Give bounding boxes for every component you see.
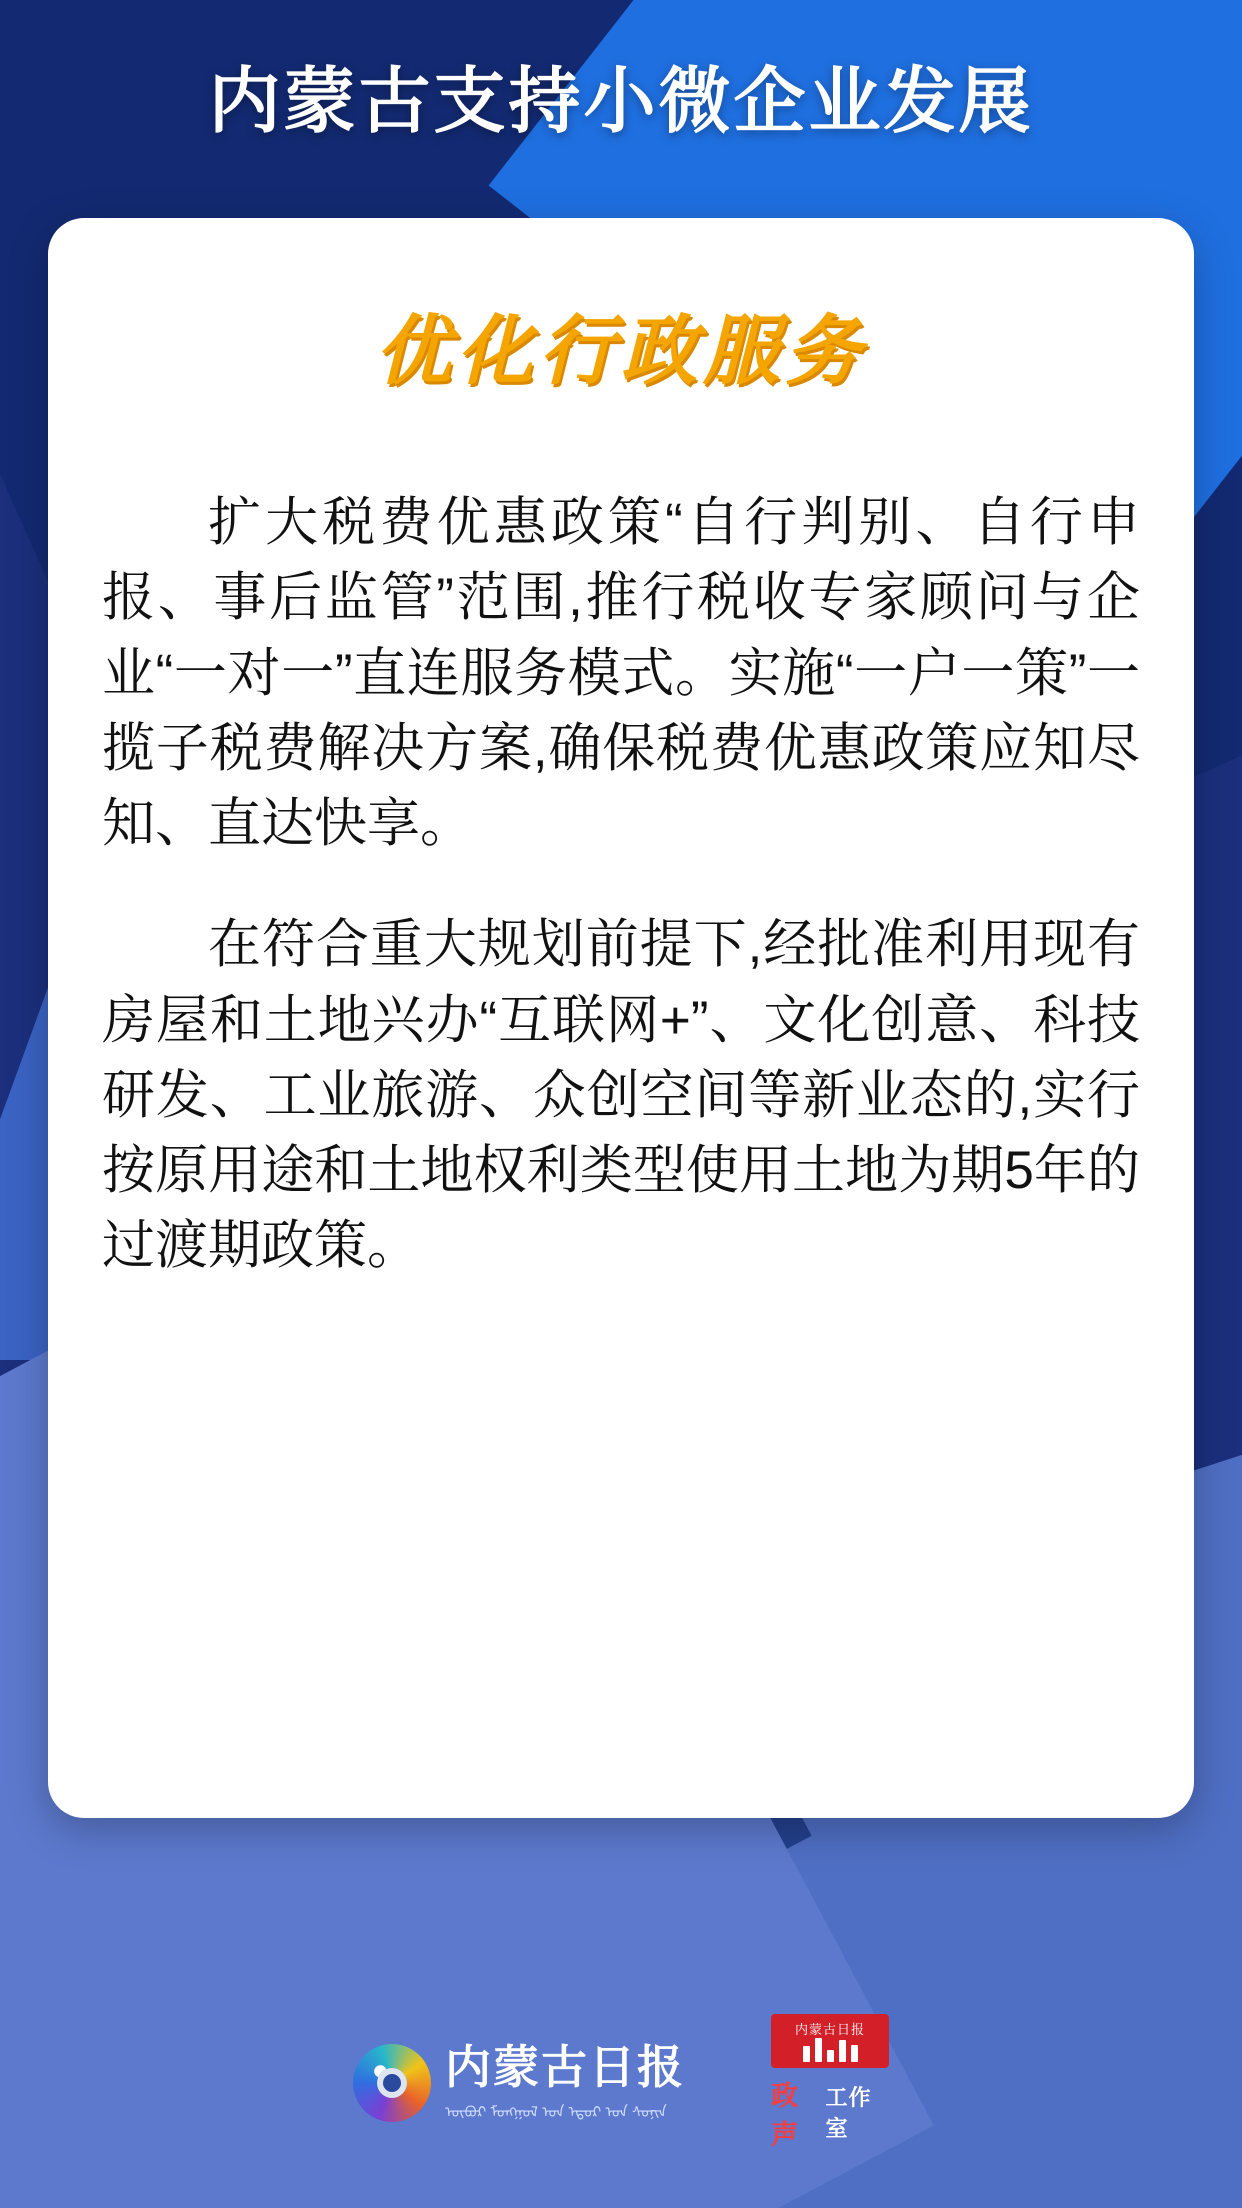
studio-stamp-icon <box>771 2014 889 2068</box>
studio-logo <box>771 2014 889 2152</box>
studio-stamp-label: 内蒙古日报 <box>794 2022 865 2037</box>
publisher-name-mongolian: ᠦᠪᠦᠷ ᠮᠣᠩᠭᠣᠯ ᠤᠨ ᠡᠳᠦᠷ ᠤᠨ ᠰᠣᠨᠢᠨ <box>445 2104 667 2121</box>
publisher-logo-text <box>445 2040 685 2122</box>
publisher-name: 内蒙古日报 <box>445 2040 685 2094</box>
rainbow-spiral-logo-icon <box>353 2044 431 2122</box>
page-title: 内蒙古支持小微企业发展 <box>208 62 1034 142</box>
publisher-logo <box>353 2040 685 2122</box>
studio-name <box>771 2074 889 2152</box>
body-paragraph-1: 扩大税费优惠政策“自行判别、自行申报、事后监管”范围,推行税收专家顾问与企业“一对一”直连服务模式。实施“一户一策”一揽子税费解决方案,确保税费优惠政策应知尽知、直达快享。 <box>102 493 1140 853</box>
footer-logos <box>0 2014 1242 2152</box>
studio-name-white: 工作室 <box>825 2085 872 2141</box>
studio-name-red: 政声 <box>771 2081 799 2150</box>
poster-header <box>0 0 1242 190</box>
content-card <box>48 218 1194 1818</box>
card-title: 优化行政服务 <box>375 306 867 395</box>
body-paragraph-2: 在符合重大规划前提下,经批准利用现有房屋和土地兴办“互联网+”、文化创意、科技研发、工业旅游、众创空间等新业态的,实行按原用途和土地权利类型使用土地为期5年的过渡期政策。 <box>102 915 1140 1276</box>
studio-stamp-bars-icon <box>803 2038 858 2062</box>
